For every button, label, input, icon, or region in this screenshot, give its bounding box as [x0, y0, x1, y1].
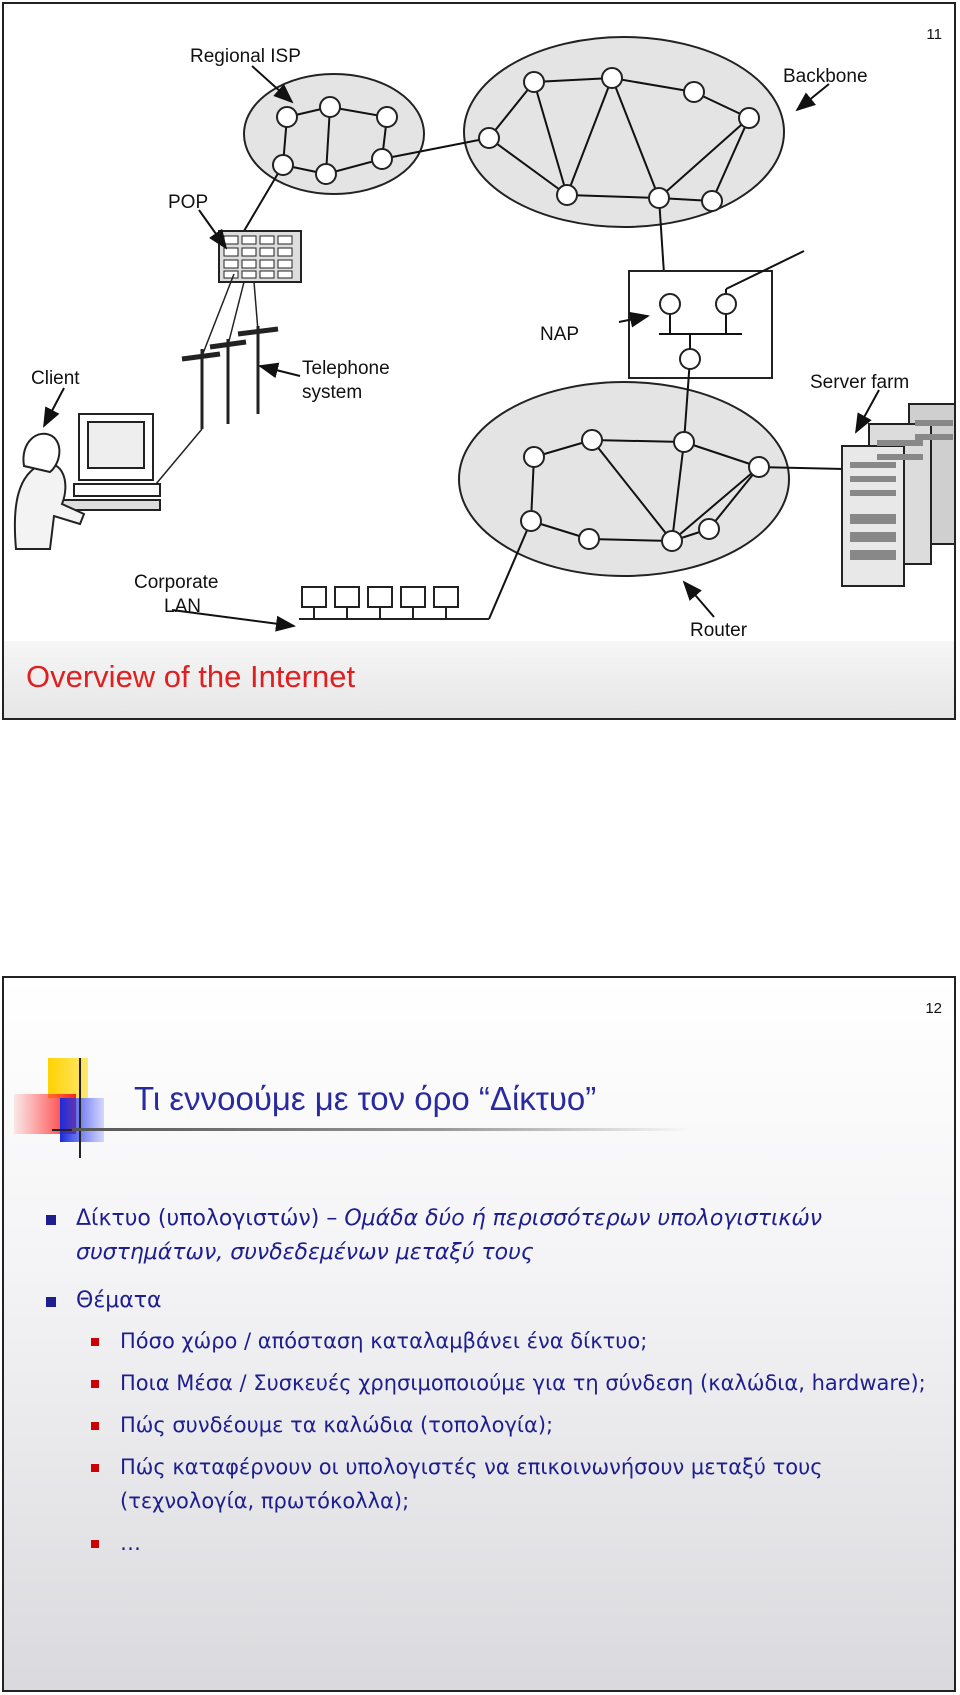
- sub-bullet-item: …: [40, 1526, 940, 1560]
- title-underline: [72, 1128, 692, 1131]
- label-server-farm: Server farm: [810, 372, 910, 393]
- sub-bullet-item: Πώς συνδέουμε τα καλώδια (τοπολογία);: [40, 1408, 940, 1442]
- label-lan: LAN: [164, 596, 201, 617]
- corporate-lan: [299, 587, 489, 619]
- sub-bullet-item: Πώς καταφέρνουν οι υπολογιστές να επικοινωνήσουν μεταξύ τους (τεχνολογία, πρωτόκολλα);: [40, 1450, 940, 1518]
- server-farm: [842, 404, 954, 586]
- bullet-definition-emphasis: Ομάδα δύο ή περισσότερων υπολογιστικών συστημάτων, συνδεδεμένων μεταξύ τους: [76, 1206, 823, 1265]
- page-number: 11: [926, 26, 942, 43]
- slide-12: [2, 976, 956, 1692]
- label-pop: POP: [168, 192, 209, 213]
- bullet-definition: [40, 1202, 940, 1270]
- slide-content: [40, 1202, 940, 1568]
- page-number: 12: [925, 1000, 942, 1017]
- pop-device: [219, 231, 301, 282]
- internet-overview-diagram: [4, 4, 954, 641]
- label-corporate: Corporate: [134, 572, 219, 593]
- slide-11: [2, 2, 956, 720]
- label-telephone: Telephone: [302, 358, 390, 379]
- label-telephone-system: system: [302, 382, 363, 403]
- bullet-topics: Θέματα: [40, 1284, 940, 1318]
- sub-bullet-item: Ποια Μέσα / Συσκευές χρησιμοποιούμε για τη σύνδεση (καλώδια, hardware);: [40, 1366, 940, 1400]
- telephone-poles: [182, 274, 278, 429]
- bullet-definition-text: Δίκτυο (υπολογιστών) –: [76, 1206, 345, 1231]
- client-computer: [15, 414, 160, 549]
- label-backbone: Backbone: [783, 66, 868, 87]
- backbone-cloud: [464, 37, 784, 227]
- slide-title: Τι εννοούμε με τον όρο “Δίκτυο”: [134, 1080, 597, 1117]
- decorative-squares: [14, 1058, 134, 1158]
- label-router: Router: [690, 620, 748, 641]
- label-regional-isp: Regional ISP: [190, 46, 301, 67]
- slide-title: Overview of the Internet: [26, 659, 356, 694]
- sub-bullet-item: Πόσο χώρο / απόσταση καταλαμβάνει ένα δίκτυο;: [40, 1324, 940, 1358]
- label-client: Client: [31, 368, 80, 389]
- label-nap: NAP: [540, 324, 580, 345]
